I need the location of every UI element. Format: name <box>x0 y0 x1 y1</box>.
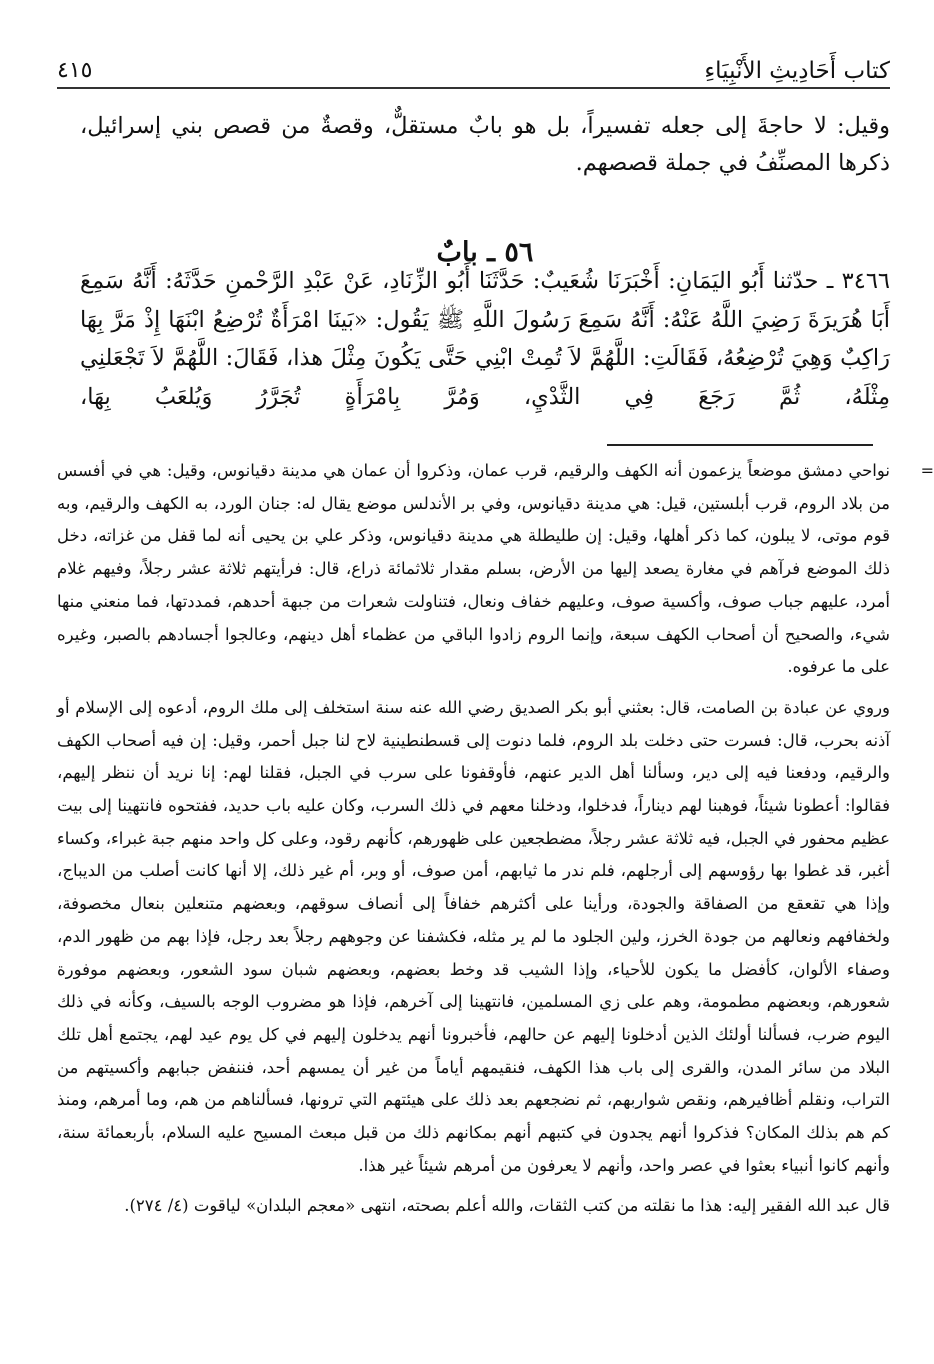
footnote-paragraph-2: وروي عن عبادة بن الصامت، قال: بعثني أبو بكر الصديق رضي الله عنه سنة استخلف إلى ملك الروم، أدعوه إلى الإسلام أو آذنه بحرب، قال: فسرت حتى دخلت بلد الروم، فلما دنوت إلى قسطنطينية لاح لنا جبل أحمر، وقيل: إن فيه أصحاب الكهف والرقيم، ودفعنا فيه إلى دير، وسألنا أهل الدير عنهم، فأوقفونا على سرب في الجبل، فقلنا لهم: إنا نريد أن ننظر إليهم، فقالوا: أعطونا شيئاً، فوهبنا لهم ديناراً، فدخلوا، ودخلنا معهم في ذلك السرب، وكان عليه باب حديد، ففتحوه فانتهينا إلى بيت عظيم محفور في الجبل، فيه ثلاثة عشر رجلاً، مضطجعين على ظهورهم، كأنهم رقود، وعلى كل واحد منهم جبة غبراء، وكساء أغبر، قد غطوا بها رؤوسهم إلى أرجلهم، فلم ندر ما ثيابهم، أمن صوف، أو وبر، أم غير ذلك، إلا أنها كانت أصلب من الديباج، وإذا هي تقعقع من الصفاقة والجودة، ورأينا على أكثرهم خفافاً إلى أنصاف سوقهم، وبعضهم متنعلين بنعال مخصوفة، ولخفافهم ونعالهم من جودة الخرز، ولين الجلود ما لم ير مثله، فكشفنا عن وجوههم رجلاً بعد رجل، فإذا بهم من ظهور الدم، وصفاء الألوان، كأفضل ما يكون للأحياء، وإذا الشيب قد وخط بعضهم، وبعضهم شبان سود الشعور، وبعضهم موفورة شعورهم، وبعضهم مطمومة، وهم على زي المسلمين، فانتهينا إلى آخرهم، فإذا هو مضروب الوجه بالسيف، وكأنه في ذلك اليوم ضرب، فسألنا أولئك الذين أدخلونا إليهم عن حالهم، فأخبرونا أنهم يدخلون إليهم في كل يوم عيد لهم، يجتمع أهل تلك البلاد من سائر المدن، والقرى إلى باب هذا الكهف، فنقيمهم أياماً من غير أن يمسهم أحد، فننفض جبابهم وأكسيتهم من التراب، ونقلم أظافيرهم، ونقص شواربهم، ثم نضجعهم بعد ذلك على هيئتهم التي ترونها، فسألناهم من هم، وما أمرهم، ومنذ كم هم بذلك المكان؟ فذكروا أنهم يجدون في كتبهم أنهم بمكانهم ذلك من قبل مبعث المسيح عليه السلام، بأربعمائة سنة، وأنهم كانوا أنبياء بعثوا في عصر واحد، وأنهم لا يعرفون من أمرهم شيئاً غير هذا. <box>57 697 890 1175</box>
footnote-paragraph-3: قال عبد الله الفقير إليه: هذا ما نقلته من كتب الثقات، والله أعلم بصحته، انتهى «معجم البلدان» لياقوت (٤/ ٢٧٤). <box>124 1196 890 1216</box>
footnotes-section <box>57 455 934 1231</box>
chapter-heading: ٥٦ ـ بابٌ <box>436 237 534 268</box>
page-number: ٤١٥ <box>57 58 93 83</box>
footnote-divider <box>607 444 873 446</box>
footnote-text: نواحي دمشق موضعاً يزعمون أنه الكهف والرقيم، قرب عمان، وذكروا أن عمان هي مدينة دقيانوس، وقيل: هي في أفسس من بلاد الروم، قرب أبلستين، قيل: هي مدينة دقيانوس، وفي بر الأندلس موضع يقال له: جنان الورد، به الكهف والرقيم، وبه قوم موتى، لا يبلون، كما ذكر أهلها، وقيل: إن طليطلة هي مدينة دقيانوس، وذكر علي بن يحيى أنه لما قفل من غزاته، دخل ذلك الموضع فرآهم في مغارة يصعد إليها من الأرض، بسلم مقدار ثلاثمائة ذراع، قال: فرأيتهم ثلاثة عشر رجلاً، وفيهم غلام أمرد، عليهم جباب صوف، وأكسية صوف، وعليهم خفاف ونعال، فتناولت شعرات من جبهة أحدهم، فمددتها، فما منعني منها شيء، والصحيح أن أصحاب الكهف سبعة، وإنما الروم زادوا الباقي من عظماء أهل دينهم، وعالجوا أجسادهم بالصبر، وغيره على ما عرفوه. <box>57 461 890 677</box>
continuation-mark: = <box>920 461 934 480</box>
intro-paragraph: وقيل: لا حاجةَ إلى جعله تفسيراً، بل هو بابٌ مستقلٌّ، وقصةٌ من قصص بني إسرائيل، ذكرها المصنِّفُ في جملة قصصهم. <box>80 113 890 176</box>
footnote-paragraph-1 <box>57 455 934 684</box>
hadith-section <box>80 262 890 416</box>
intro-section <box>80 108 890 182</box>
header-divider <box>57 87 890 89</box>
book-title: كتاب أَحَادِيثِ الأَنْبِيَاءِ <box>704 58 890 84</box>
running-header <box>57 46 890 86</box>
hadith-text: ٣٤٦٦ ـ حدّثنا أَبُو اليَمَانِ: أَخْبَرَنَا شُعَيبٌ: حَدَّثَنَا أَبُو الزِّنَادِ، عَنْ عَبْدِ الرَّحْمنِ حَدَّثَهُ: أَنَّهُ سَمِعَ أَبَا هُرَيرَةَ رَضِيَ اللَّهُ عَنْهُ: أَنَّهُ سَمِعَ رَسُولَ اللَّهِ ﷺ يَقُول: «بَينَا امْرَأَةٌ تُرْضِعُ ابْنَهَا إِذْ مَرَّ بِهَا رَاكِبٌ وَهِيَ تُرْضِعُهُ، فَقَالَتِ: اللَّهُمَّ لاَ تُمِتْ ابْنِي حَتَّى يَكُونَ مِثْلَ هذا، فَقَالَ: اللَّهُمَّ لاَ تَجْعَلنِي مِثْلَهُ، ثُمَّ رَجَعَ فِي الثَّدْيِ، وَمُرَّ بِامْرَأَةٍ تُجَرَّرُ وَيُلعَبُ بِهَا، <box>80 268 890 410</box>
